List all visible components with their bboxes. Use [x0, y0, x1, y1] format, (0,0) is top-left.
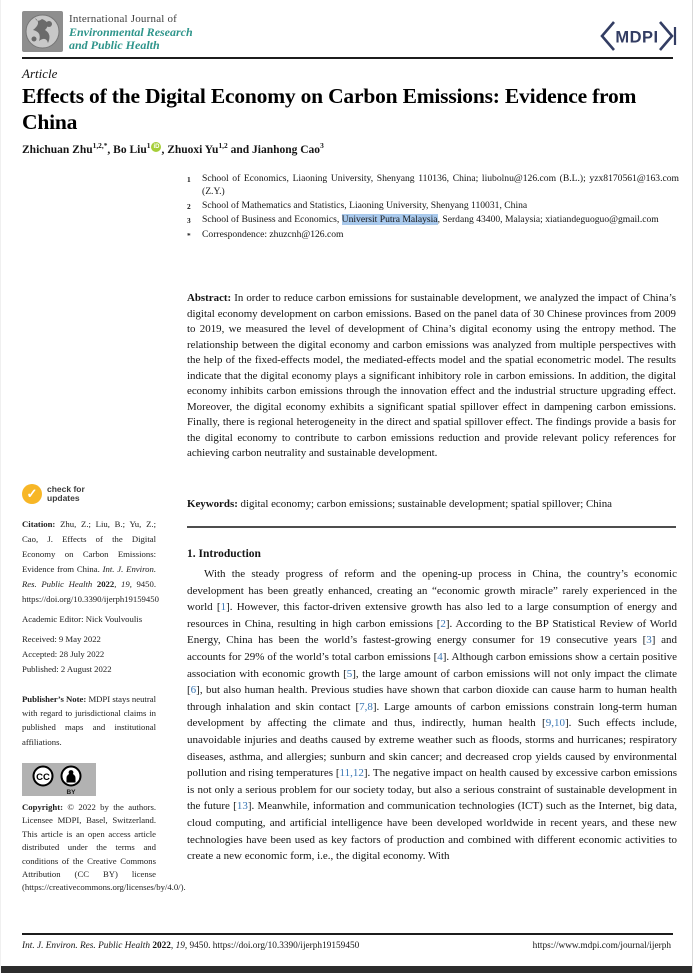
journal-name — [69, 13, 193, 52]
mdpi-wordmark: MDPI — [615, 28, 659, 47]
publisher-note-label: Publisher’s Note: — [22, 694, 89, 704]
publisher-note: Publisher’s Note: MDPI stays neutral with regard to jurisdictional claims in published maps and institutional affiliations. — [22, 694, 156, 747]
article-type-label: Article — [22, 66, 58, 81]
journal-logo — [22, 11, 63, 52]
author-affil-sup: 1 — [146, 141, 151, 150]
affiliation-item — [187, 213, 679, 227]
citation-ref[interactable]: 11,12 — [339, 767, 364, 780]
citation-ref[interactable]: 9,10 — [545, 717, 565, 730]
footer-divider — [22, 933, 673, 935]
abstract — [187, 291, 676, 462]
citation-ref[interactable]: 1 — [220, 601, 227, 614]
citation-ref[interactable]: 5 — [346, 667, 353, 680]
keywords-text: digital economy; carbon emissions; sustainable development; spatial spillover; China — [237, 498, 612, 510]
author-affil-sup: 1,2,* — [92, 141, 108, 150]
published-date: Published: 2 August 2022 — [22, 664, 112, 674]
globe-icon — [22, 11, 63, 52]
cc-icon: CC — [36, 772, 50, 783]
page-title: Effects of the Digital Economy on Carbon Emissions: Evidence from China — [22, 84, 637, 134]
article-dates — [22, 632, 156, 677]
journal-title-line2: and Public Health — [69, 38, 160, 52]
correspondence-asterisk: * — [187, 230, 191, 240]
citation-ref[interactable]: 6 — [190, 684, 197, 697]
received-date: Received: 9 May 2022 — [22, 634, 101, 644]
journal-prefix: International Journal of — [69, 13, 178, 25]
mdpi-logo[interactable] — [597, 19, 677, 58]
citation-ref[interactable]: 7,8 — [359, 700, 373, 713]
citation-ref[interactable]: 2 — [440, 617, 446, 630]
academic-editor-name: Nick Voulvoulis — [85, 614, 143, 624]
footer-journal-url[interactable]: https://www.mdpi.com/journal/ijerph — [532, 941, 671, 951]
keywords-label: Keywords: — [187, 498, 238, 510]
correspondence-item — [187, 228, 679, 242]
author-affil-sup: 3 — [320, 141, 324, 150]
affiliations-list — [187, 172, 679, 242]
affiliation-item — [187, 172, 679, 199]
check-for-updates-badge[interactable] — [22, 484, 85, 504]
copyright-block: Copyright: © 2022 by the authors. Licensee MDPI, Basel, Switzerland. This article is an open access article distributed under the terms and conditions of the Creative Commons Attribution (CC BY) license (https://creativecommons.org/licenses/by/4.0/). — [22, 802, 186, 893]
citation-doi-link[interactable]: , 9450. https://doi.org/10.3390/ijerph19159450 — [22, 579, 159, 604]
abstract-text: In order to reduce carbon emissions for sustainable development, we analyzed the impact of China’s digital economy development on carbon emissions. Based on the panel data of 30 Chinese provinces from 2009 to 2019, we measured the level of development of China’s digital economy using the entropy method. The relationship between the digital economy and carbon emissions was analyzed from multiple perspectives with the help of the fixed-effects model, the mediated-effects model and the spatial econometric model. The results indicate that the digital economy plays a significant inhibitory role in carbon emissions. In addition, the digital economy inhibits carbon emissions through the innovation effect and the industrial structure upgrading effect. Moreover, the digital economy exhibits a significant spatial spillover effect in dampening carbon emissions. Finally, there is regional heterogeneity in the direct and spatial spillover effect. The findings provide a basis for the digital economy to contribute to carbon emissions reduction and provide relevant policy references for achieving carbon neutrality and sustainable development. — [187, 292, 676, 459]
keywords — [187, 497, 676, 512]
cc-by-license-badge[interactable] — [22, 763, 96, 801]
header-divider — [22, 57, 673, 59]
journal-title-line1: Environmental Research — [69, 25, 193, 39]
abstract-label: Abstract: — [187, 292, 232, 304]
citation-block: Citation: Zhu, Z.; Liu, B.; Yu, Z.; Cao, J. Effects of the Digital Economy on Carbon Emissions: Evidence from China. Int. J. Environ. Res. Public Health 2022, 19, 9450. https://doi.org/10.3390/ijerph19159450 — [22, 519, 159, 604]
citation-ref[interactable]: 13 — [236, 800, 248, 813]
author-affil-sup: 1,2 — [218, 141, 228, 150]
affiliation-text: School of Economics, Liaoning University, Shenyang 110136, China; liubolnu@126.com (B.L.); yzx8170561@163.com (Z.Y.) — [202, 173, 679, 198]
highlighted-text: Universit Putra Malaysia — [341, 214, 438, 226]
citation-ref[interactable]: 3 — [646, 634, 652, 647]
introduction-paragraph: With the steady progress of reform and the opening-up process in China, the country’s economic development has been greatly enhanced, creating an “economic growth miracle” rarely experienced in the world [1]. However, this factor-driven extensive growth has also led to a large consumption of energy and resources in China, resulting in high carbon emissions [2]. According to the BP Statistical Review of World Energy, China has been the world’s fastest-growing energy consumer for 19 consecutive years [3] and accounts for 29% of the world’s total carbon emissions [4]. Although carbon emissions show a certain positive association with economic growth [5], the large amount of carbon emissions will not only impact the climate [6], but also human health. Previous studies have shown that carbon dioxide can cause harm to human health through inhalation and skin contact [7,8]. Large amounts of carbon emissions constrain long-term human development by affecting the climate and thus, indirectly, human health [9,10]. Such effects include, unavoidable injuries and deaths caused by extreme weather such as floods, storms and hurricanes; respiratory diseases, asthma, and allergies; sunburn and skin cancer; and decreased crop yields caused by environmental pollution and rising temperatures [11,12]. The negative impact on health caused by excessive carbon emissions is not only a serious problem for our society today, but also a serious constraint of sustainable development in the future [13]. Meanwhile, information and communication technologies (ICT) such as the Internet, big data, cloud computing, and artificial intelligence have been developed worldwide in recent years, and these new technologies have been used as key factors of production and combined with different economic activities to create a new economic form, i.e., the digital economy. With — [187, 568, 678, 863]
correspondence-email[interactable]: zhuzcnh@126.com — [269, 228, 344, 240]
citation-label: Citation: — [22, 519, 61, 529]
affiliation-text: School of Mathematics and Statistics, Liaoning University, Shenyang 110031, China — [202, 199, 528, 211]
author-name: Zhichuan Zhu$^{1,2,*}$, — [22, 141, 114, 156]
author-name: Bo Liu$^1$ iD , — [113, 141, 168, 156]
check-icon: ✓ — [22, 484, 42, 504]
author-name: Zhuoxi Yu$^{1,2}$ and — [167, 141, 252, 156]
check-badge-label: check for updates — [47, 484, 85, 503]
affiliation-number: 1 — [187, 175, 191, 184]
copyright-label: Copyright: — [22, 802, 68, 812]
affiliation-number: 3 — [187, 216, 191, 226]
footer-doi-link[interactable]: https://doi.org/10.3390/ijerph19159450 — [212, 941, 360, 951]
academic-editor: Academic Editor: Nick Voulvoulis — [22, 614, 143, 624]
authors-line — [22, 142, 672, 156]
author-name: Jianhong Cao$^3$ — [252, 141, 324, 156]
keywords-divider — [187, 526, 676, 528]
affiliation-number: 2 — [187, 201, 191, 211]
viewer-bottom-edge — [1, 966, 693, 973]
accepted-date: Accepted: 28 July 2022 — [22, 649, 105, 659]
citation-ref[interactable]: 4 — [437, 650, 443, 663]
footer-citation: Int. J. Environ. Res. Public Health 2022, 19, 9450. https://doi.org/10.3390/ijerph19159450 — [22, 941, 360, 951]
correspondence-text: Correspondence: zhuzcnh@126.com — [202, 228, 344, 240]
by-icon: BY — [66, 789, 76, 796]
section-heading-introduction: 1. Introduction — [187, 548, 261, 560]
affiliation-item — [187, 199, 679, 213]
affiliation-text: School of Business and Economics, Universit Putra Malaysia, Serdang 43400, Malaysia; xiatiandeguoguo@gmail.com — [202, 214, 659, 226]
orcid-icon[interactable]: iD — [153, 144, 160, 150]
